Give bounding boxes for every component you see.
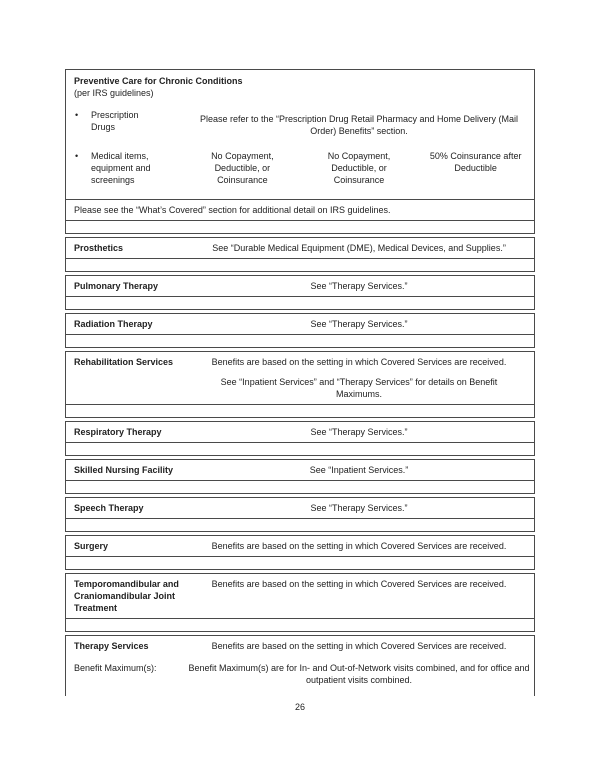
section-label: Rehabilitation Services (74, 357, 174, 367)
section-label: Temporomandibular and Craniomandibular Joint Treatment (74, 579, 179, 613)
benefit-row (66, 498, 534, 518)
spacer-row (66, 618, 534, 631)
benefit-text-cell (184, 658, 534, 690)
bullet-row-prescription-drugs (66, 109, 534, 141)
section-skilled-nursing-facility (65, 459, 535, 494)
section-label: Therapy Services (74, 641, 149, 651)
benefit-text: See “Therapy Services.” (310, 319, 408, 329)
spacer-row (66, 518, 534, 531)
bullet-label (66, 150, 184, 186)
section-label: Radiation Therapy (74, 319, 153, 329)
benefit-row (66, 636, 534, 656)
benefit-text: No Copayment, Deductible, or Coinsurance (211, 151, 274, 185)
benefit-row (66, 574, 534, 618)
benefit-row (66, 460, 534, 480)
benefit-text: Please refer to the “Prescription Drug Retail Pharmacy and Home Delivery (Mail Order) Benefits” section. (199, 114, 519, 136)
benefit-text: Benefit Maximum(s) are for In- and Out-of-Network visits combined, and for office and outpatient visits combined. (188, 663, 530, 685)
spacer-row (66, 556, 534, 569)
benefit-text: Benefits are based on the setting in which Covered Services are received. (211, 357, 507, 367)
section-label: Speech Therapy (74, 503, 144, 513)
section-surgery (65, 535, 535, 570)
benefit-text: See “Inpatient Services.” (309, 465, 409, 475)
page-number: 26 (294, 702, 305, 712)
benefit-row (66, 314, 534, 334)
benefit-text: See “Therapy Services.” (310, 503, 408, 513)
section-header (66, 70, 534, 101)
section-therapy-services (65, 635, 535, 696)
bullet-label-text: Medical items, equipment and screenings (91, 151, 151, 185)
bullet-icon: • (75, 110, 79, 120)
spacer-row (66, 258, 534, 271)
spacer-row (66, 480, 534, 493)
benefits-table (65, 69, 535, 696)
benefit-text: No Copayment, Deductible, or Coinsurance (327, 151, 391, 185)
benefit-text-secondary: See “Inpatient Services” and “Therapy Services” for details on Benefit Maximums. (220, 377, 498, 399)
bullet-list (66, 101, 534, 199)
spacer-row (66, 442, 534, 455)
benefit-row (66, 276, 534, 296)
benefit-text-cell (184, 352, 534, 404)
section-title: Preventive Care for Chronic Conditions (74, 76, 243, 86)
benefit-row (66, 422, 534, 442)
spacer-row (66, 334, 534, 347)
benefit-text: See “Therapy Services.” (310, 427, 408, 437)
bullet-label (66, 109, 184, 133)
section-radiation-therapy (65, 313, 535, 348)
benefit-text: 50% Coinsurance after Deductible (429, 151, 522, 173)
spacer-row (66, 220, 534, 233)
spacer-row (66, 404, 534, 417)
section-rehabilitation-services (65, 351, 535, 418)
bullet-row-medical-items (66, 150, 534, 186)
section-prosthetics (65, 237, 535, 272)
bullet-icon: • (75, 151, 79, 161)
benefit-row (66, 238, 534, 258)
section-label: Skilled Nursing Facility (74, 465, 174, 475)
section-pulmonary-therapy (65, 275, 535, 310)
spacer-row (66, 296, 534, 309)
benefit-row (66, 536, 534, 556)
section-label: Pulmonary Therapy (74, 281, 159, 291)
benefit-row (66, 658, 534, 690)
benefit-column-3 (417, 150, 534, 186)
benefit-column-1 (184, 150, 301, 186)
benefit-text: See “Therapy Services.” (310, 281, 408, 291)
section-subtitle: (per IRS guidelines) (74, 88, 154, 98)
benefit-text-cell (184, 109, 534, 141)
benefit-text: See “Durable Medical Equipment (DME), Medical Devices, and Supplies.” (212, 243, 506, 253)
section-tmj-treatment (65, 573, 535, 632)
section-sublabel: Benefit Maximum(s): (74, 663, 157, 673)
benefit-text: Benefits are based on the setting in which Covered Services are received. (211, 641, 507, 651)
section-speech-therapy (65, 497, 535, 532)
benefit-text: Benefits are based on the setting in which Covered Services are received. (211, 541, 507, 551)
benefit-column-2 (301, 150, 418, 186)
section-respiratory-therapy (65, 421, 535, 456)
section-preventive-care (65, 69, 535, 234)
section-label: Surgery (74, 541, 109, 551)
section-label: Prosthetics (74, 243, 124, 253)
irs-guidelines-note: Please see the “What’s Covered” section for additional detail on IRS guidelines. (66, 199, 534, 220)
bullet-label-text: Prescription Drugs (91, 110, 139, 132)
benefit-text: Benefits are based on the setting in which Covered Services are received. (211, 579, 507, 589)
section-label: Respiratory Therapy (74, 427, 162, 437)
benefit-row (66, 352, 534, 404)
benefit-columns (184, 150, 534, 186)
